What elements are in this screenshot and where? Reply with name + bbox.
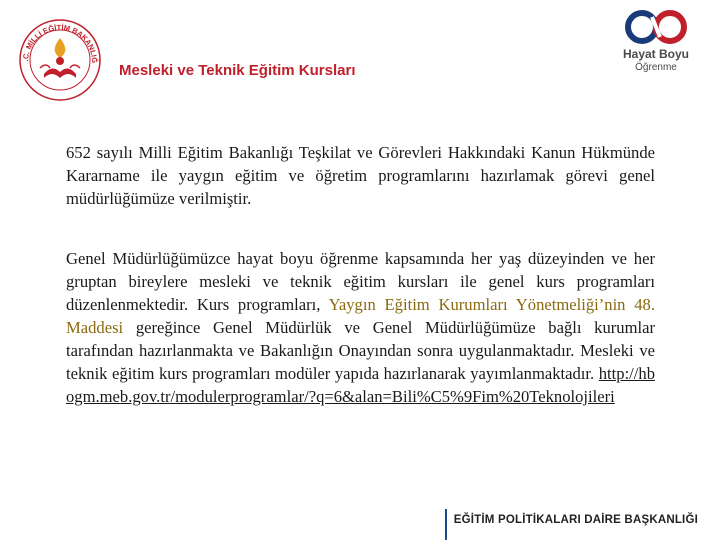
- meb-emblem-icon: [14, 12, 106, 104]
- logo-subtitle-text: Öğrenme: [635, 62, 677, 73]
- paragraph-programs: [66, 247, 655, 408]
- hayat-boyu-ogrenme-logo-icon: [622, 8, 690, 46]
- emblem-arc-text: .C. MİLLİ EĞİTİM BAKANLIĞ: [20, 22, 100, 64]
- logo-brand-text: Hayat Boyu: [622, 47, 690, 61]
- page-title: Mesleki ve Teknik Eğitim Kursları: [119, 62, 356, 79]
- footer-department-label: EĞİTİM POLİTİKALARI DAİRE BAŞKANLIĞI: [453, 514, 698, 526]
- hayat-boyu-ogrenme-logo: [612, 8, 700, 72]
- paragraph-intro: 652 sayılı Milli Eğitim Bakanlığı Teşkilat ve Görevleri Hakkındaki Kanun Hükmünde Kararname ile yaygın eğitim ve öğretim programlarını hazırlamak görevi genel müdürlüğümüze verilmiştir.: [66, 143, 655, 208]
- footer-divider: [445, 509, 447, 540]
- paragraph-programs-part1: Genel Müdürlüğümüzce hayat boyu öğrenme kapsamında her yaş düzeyinden ve her gruptan bireylere mesleki ve teknik eğitim kursları ile genel kurs programları düzenlenmektedir. Kurs programları,: [66, 249, 655, 314]
- regulation-reference-link[interactable]: Yaygın Eğitim Kurumları Yönetmeliği’nin 48. Maddesi: [66, 295, 655, 337]
- paragraph-programs-part2: gereğince Genel Müdürlük ve Genel Müdürlüğümüze bağlı kurumlar tarafından hazırlanmakta ve Bakanlığın Onayından sonra uygulanmaktadır. Mesleki ve teknik eğitim kurs programları modüler yapıda hazırlanarak yayımlanmaktadır.: [66, 318, 655, 383]
- programs-url-link[interactable]: http://hbogm.meb.gov.tr/modulerprogramlar/?q=6&alan=Bili%C5%9Fim%20Teknolojileri: [66, 364, 655, 406]
